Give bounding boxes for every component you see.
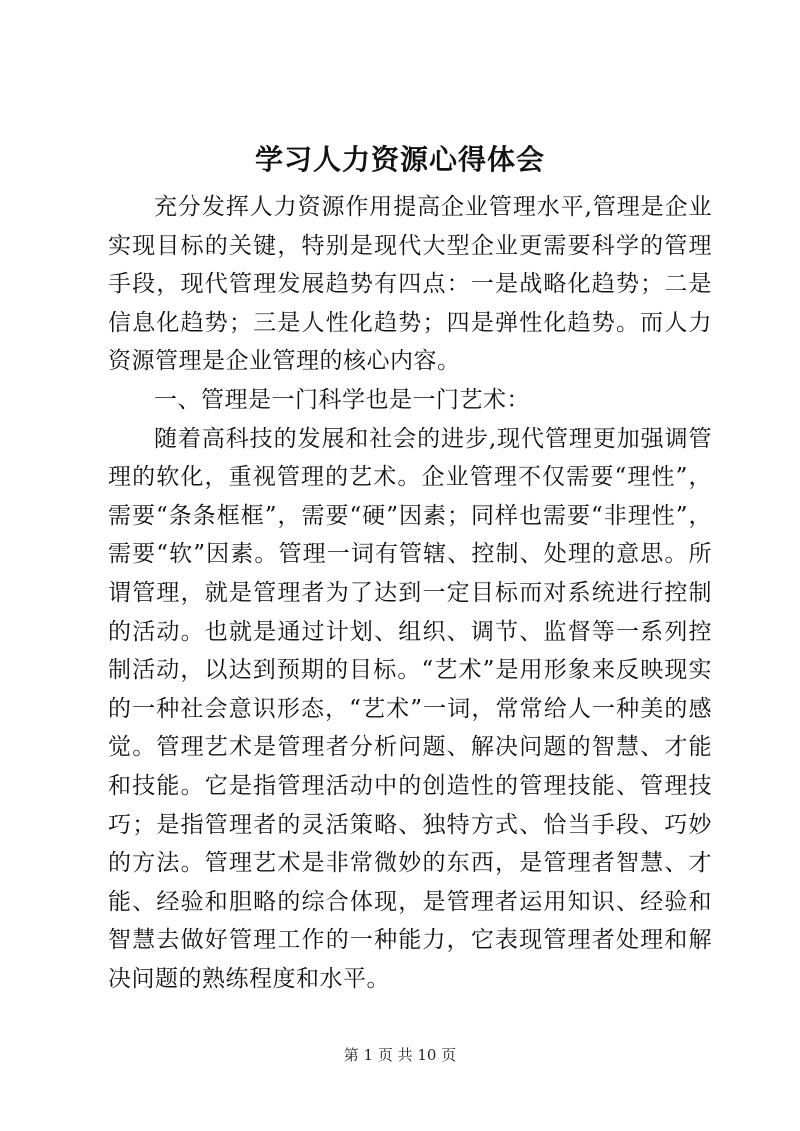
paragraph-management-art: 随着高科技的发展和社会的进步,现代管理更加强调管理的软化，重视管理的艺术。企业管理不仅需要“理性”，需要“条条框框”，需要“硬”因素；同样也需要“非理性”，需要“软”因素。管理一词有管辖、控制、处理的意思。所谓管理，就是管理者为了达到一定目标而对系统进行控制的活动。也就是通过计划、组织、调节、监督等一系列控制活动，以达到预期的目标。“艺术”是用形象来反映现实的一种社会意识形态，“艺术”一词，常常给人一种美的感觉。管理艺术是管理者分析问题、解决问题的智慧、才能和技能。它是指管理活动中的创造性的管理技能、管理技巧；是指管理者的灵活策略、独特方式、恰当手段、巧妙的方法。管理艺术是非常微妙的东西，是管理者智慧、才能、经验和胆略的综合体现，是管理者运用知识、经验和智慧去做好管理工作的一种能力，它表现管理者处理和解决问题的熟练程度和水平。 [108,425,712,992]
document-title: 学习人力资源心得体会 [254,143,545,176]
page-number-footer: 第 1 页 共 10 页 [343,1046,457,1064]
document-body [108,188,712,998]
section-heading: 一、管理是一门科学也是一门艺术： [154,386,530,413]
paragraph-intro: 充分发挥人力资源作用提高企业管理水平,管理是企业实现目标的关键，特别是现代大型企业更需要科学的管理手段，现代管理发展趋势有四点：一是战略化趋势；二是信息化趋势；三是人性化趋势；四是弹性化趋势。而人力资源管理是企业管理的核心内容。 [108,194,712,375]
